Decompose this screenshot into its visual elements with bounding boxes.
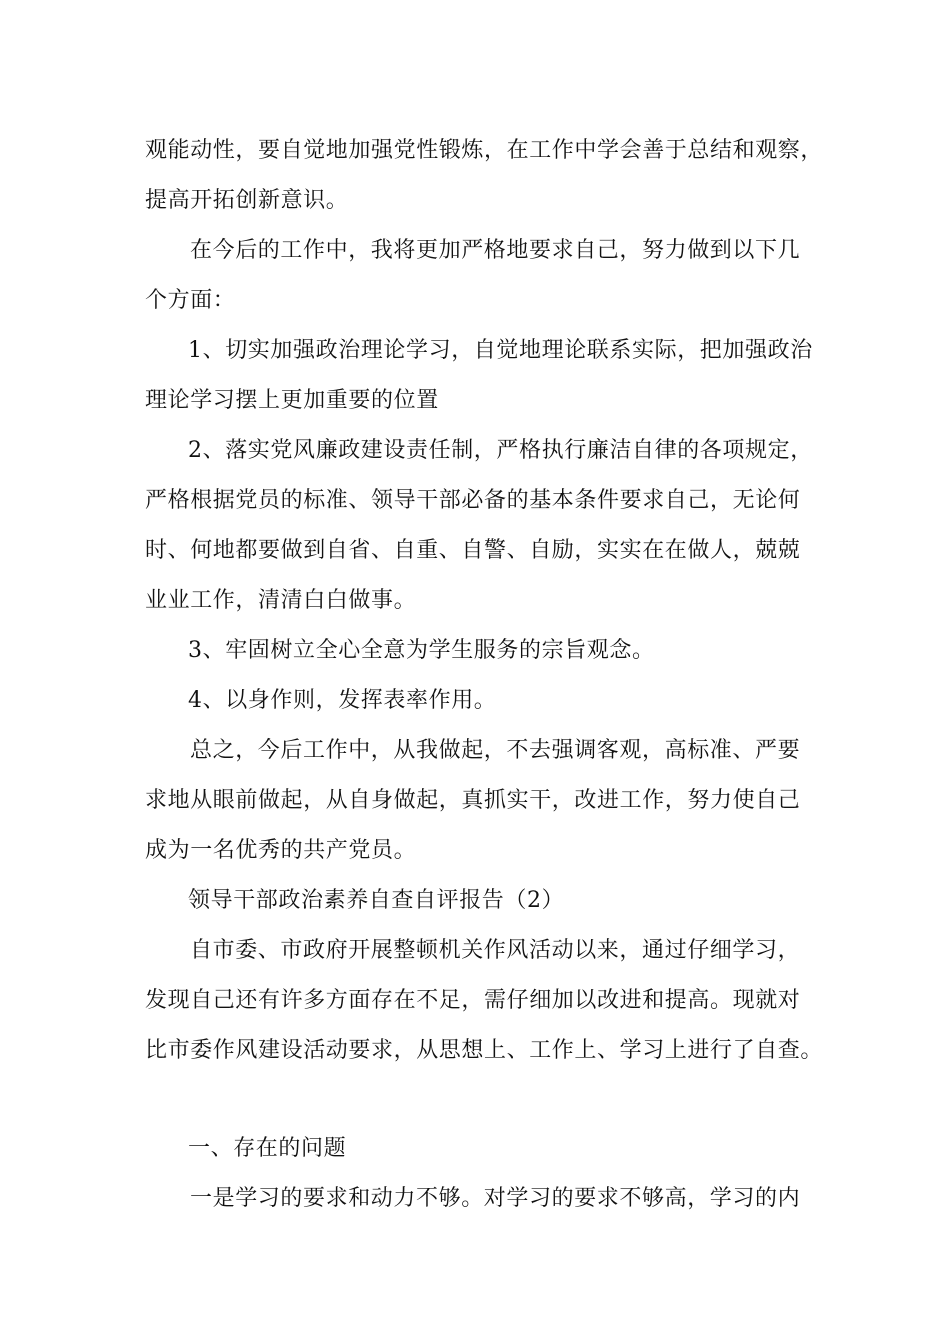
list-item-line: 严格根据党员的标准、领导干部必备的基本条件要求自己，无论何 [145, 488, 801, 513]
paragraph-line: 提高开拓创新意识。 [145, 188, 349, 213]
paragraph-line: 一是学习的要求和动力不够。对学习的要求不够高，学习的内 [190, 1186, 801, 1211]
section-title: 领导干部政治素养自查自评报告（2） [188, 888, 565, 913]
list-item-line: 2、落实党风廉政建设责任制，严格执行廉洁自律的各项规定， [188, 438, 813, 463]
paragraph-line: 观能动性，要自觉地加强党性锻炼，在工作中学会善于总结和观察， [145, 138, 824, 163]
paragraph-line: 在今后的工作中，我将更加严格地要求自己，努力做到以下几 [190, 238, 801, 263]
list-item-line: 时、何地都要做到自省、自重、自警、自励，实实在在做人，兢兢 [145, 538, 801, 563]
paragraph-line: 求地从眼前做起，从自身做起，真抓实干，改进工作，努力使自己 [145, 788, 801, 813]
paragraph-line: 成为一名优秀的共产党员。 [145, 838, 417, 863]
paragraph-line: 总之，今后工作中，从我做起，不去强调客观，高标准、严要 [190, 738, 801, 763]
list-item-line: 业业工作，清清白白做事。 [145, 588, 417, 613]
paragraph-line: 个方面： [145, 288, 236, 313]
list-item-line: 4、以身作则，发挥表率作用。 [188, 688, 497, 713]
list-item-line: 1、切实加强政治理论学习，自觉地理论联系实际，把加强政治 [188, 338, 813, 363]
list-item-line: 3、牢固树立全心全意为学生服务的宗旨观念。 [188, 638, 655, 663]
paragraph-line: 比市委作风建设活动要求，从思想上、工作上、学习上进行了自查。 [145, 1038, 824, 1063]
paragraph-line: 发现自己还有许多方面存在不足，需仔细加以改进和提高。现就对 [145, 988, 801, 1013]
paragraph-line: 自市委、市政府开展整顿机关作风活动以来，通过仔细学习， [190, 938, 801, 963]
section-heading: 一、存在的问题 [188, 1136, 347, 1161]
list-item-line: 理论学习摆上更加重要的位置 [145, 388, 439, 413]
